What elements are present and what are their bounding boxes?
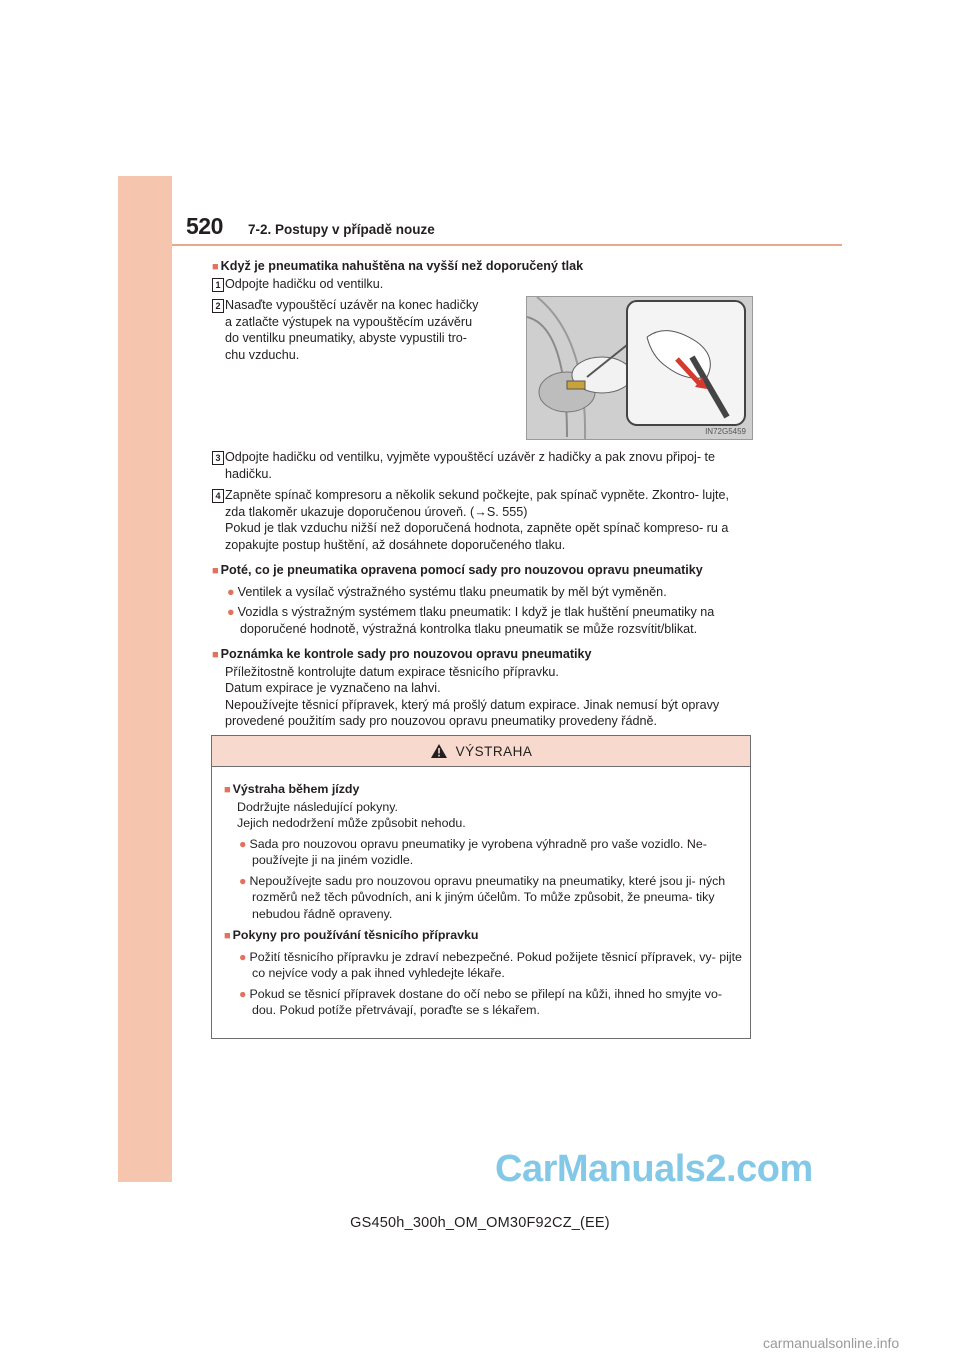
step-2: 2 Nasaďte vypouštěcí uzávěr na konec hadičky a zatlačte výstupek na vypouštěcím uzávěru do ventilku pneumatiky, abyste vypustili tro- chu vzduchu. <box>212 297 507 363</box>
square-bullet-icon: ■ <box>212 261 219 273</box>
footer-doc-code: GS450h_300h_OM_OM30F92CZ_(EE) <box>350 1215 610 1231</box>
tire-valve-drawing-icon <box>527 297 752 439</box>
section-title-kit-check: ■ Poznámka ke kontrole sady pro nouzovou opravu pneumatiky <box>212 647 592 661</box>
square-bullet-icon: ■ <box>212 649 219 661</box>
list-item: ● Nepoužívejte sadu pro nouzovou opravu pneumatiky na pneumatiky, které jsou ji- ných rozměrů než těch původních, ani k jiným účelům. To může způsobit, že pneuma- tiky nebudou řádně opraveny. <box>239 873 726 921</box>
bullet-dot-icon: ● <box>239 986 247 1001</box>
section-title-overinflated: ■ Když je pneumatika nahuštěna na vyšší než doporučený tlak <box>212 259 584 273</box>
page-number: 520 <box>186 213 223 239</box>
warning-triangle-icon <box>430 743 448 759</box>
bullet-dot-icon: ● <box>239 836 247 851</box>
warning-subtitle-driving: ■ Výstraha během jízdy <box>224 782 360 796</box>
chapter-title: 7-2. Postupy v případě nouze <box>248 222 435 237</box>
warning-driving-text: Dodržujte následující pokyny. Jejich nedodržení může způsobit nehodu. <box>237 799 466 830</box>
list-item: ● Pokud se těsnicí přípravek dostane do očí nebo se přilepí na kůži, ihned ho smyjte vo- dou. Pokud potíže přetrvávají, poraďte se s lékařem. <box>239 986 722 1017</box>
warning-content <box>212 767 750 1019</box>
warning-box <box>211 735 751 1039</box>
watermark-logo: CarManuals2.com <box>495 1148 813 1190</box>
chapter-side-tab <box>118 176 172 1182</box>
valve-illustration <box>526 296 753 440</box>
step-number-badge: 3 <box>212 451 224 465</box>
step-4: 4 Zapněte spínač kompresoru a několik sekund počkejte, pak spínač vypněte. Zkontro- lujte, zda tlakoměr ukazuje doporučenou úroveň. (→S. 555) Pokud je tlak vzduchu nižší než doporučená hodnota, zapněte opět spínač kompreso- ru a zopakujte postup huštění, až dosáhnete doporučeného tlaku. <box>212 487 752 553</box>
bullet-dot-icon: ● <box>227 605 235 619</box>
bullet-dot-icon: ● <box>239 873 247 888</box>
square-bullet-icon: ■ <box>224 930 231 942</box>
step-1: 1 Odpojte hadičku od ventilku. <box>212 276 752 293</box>
bullet-dot-icon: ● <box>239 949 247 964</box>
list-item: ● Vozidla s výstražným systémem tlaku pneumatik: I když je tlak huštění pneumatiky na doporučené hodnotě, výstražná kontrolka tlaku pneumatik se může rozsvítit/blikat. <box>227 605 715 636</box>
list-item: ● Požití těsnicího přípravku je zdraví nebezpečné. Pokud požijete těsnicí přípravek, vy- pijte co nejvíce vody a pak ihned vyhledejte lékaře. <box>239 949 742 980</box>
warning-subtitle-sealant: ■ Pokyny pro používání těsnicího přípravku <box>224 928 479 942</box>
square-bullet-icon: ■ <box>224 784 231 796</box>
step-3: 3 Odpojte hadičku od ventilku, vyjměte vypouštěcí uzávěr z hadičky a pak znovu připoj- te hadičku. <box>212 449 752 482</box>
warning-header: VÝSTRAHA <box>212 736 750 767</box>
bullet-dot-icon: ● <box>227 584 235 599</box>
kit-check-text: Příležitostně kontrolujte datum expirace těsnicího přípravku. Datum expirace je vyznačeno na lahvi. Nepoužívejte těsnicí přípravek, který má prošlý datum expirace. Jinak nemusí být opravy provedené použitím sady pro nouzovou opravu pneumatiky provedeny řádně. <box>225 664 720 728</box>
section-title-after-repair: ■ Poté, co je pneumatika opravena pomocí sady pro nouzovou opravu pneumatiky <box>212 563 703 577</box>
watermark-site: carmanualsonline.info <box>763 1335 900 1351</box>
step-number-badge: 4 <box>212 489 224 503</box>
step-number-badge: 1 <box>212 278 224 292</box>
list-item: ● Ventilek a vysílač výstražného systému tlaku pneumatik by měl být vyměněn. <box>227 584 667 599</box>
header-divider <box>172 244 842 246</box>
step-number-badge: 2 <box>212 299 224 313</box>
list-item: ● Sada pro nouzovou opravu pneumatiky je vyrobena výhradně pro vaše vozidlo. Ne- používejte ji na jiném vozidle. <box>239 836 707 867</box>
square-bullet-icon: ■ <box>212 565 219 577</box>
figure-code: IN72G5459 <box>705 427 746 436</box>
